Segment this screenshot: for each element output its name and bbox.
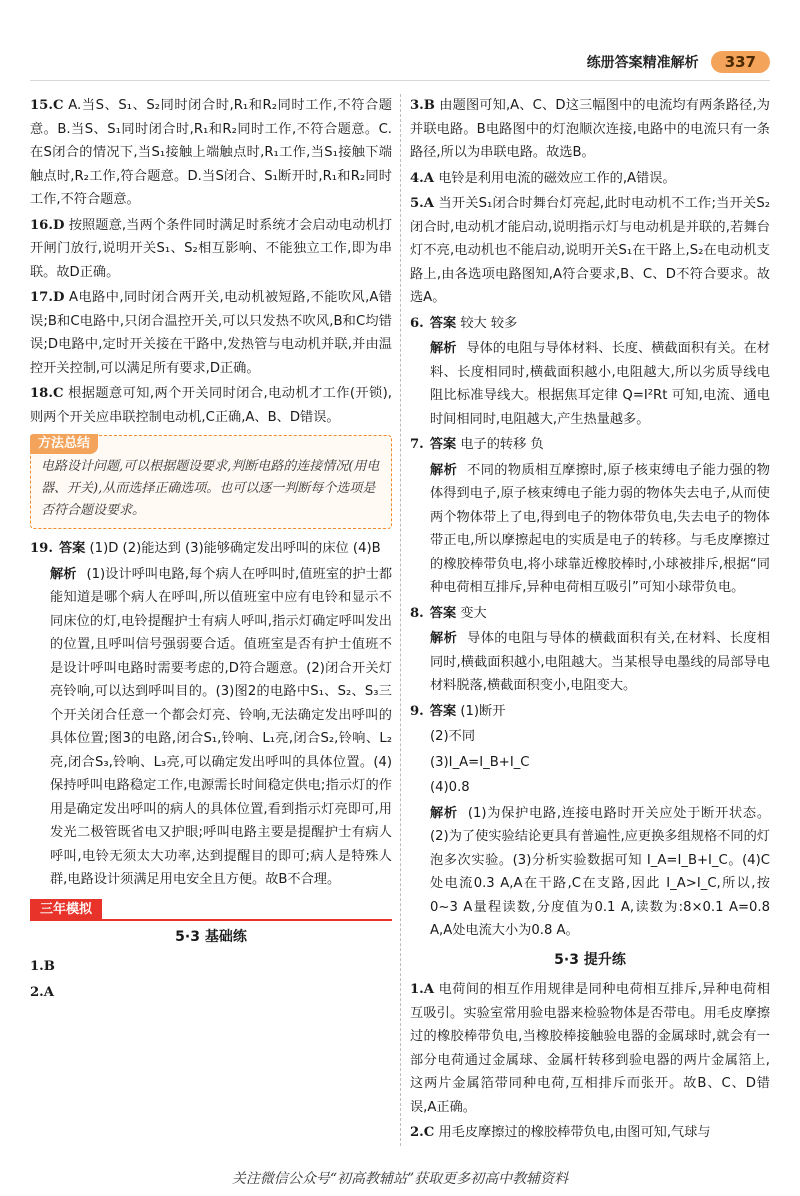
section-title: 三年模拟 — [30, 899, 102, 921]
analysis-19: 解析 (1)设计呼叫电路,每个病人在呼叫时,值班室的护士都能知道是哪个病人在呼叫,所以值班室中应有电铃和显示不同床位的灯,电铃提醒护士有病人呼叫,指示灯确定呼叫发出的位置,且呼叫信号强弱要合适。值班室是否有护士值班不是设计呼叫电路时需要考虑的,D符合题意。(2)闭合开关灯亮铃响,可以达到呼叫目的。(3)图2的电路中S₁、S₂、S₃三个开关闭合任意一个都会灯亮、铃响,无法确定发出呼叫的具体位置;图3的电路,闭合S₁,铃响、L₁亮,闭合S₂,铃响、L₂亮,闭合S₃,铃响、L₃亮,可以确定发出呼叫的具体位置。(4)保持呼叫电路稳定工作,电源需长时间稳定供电;指示灯的作用是确定发出呼叫的病人的具体位置,看到指示灯亮即可,用发光二极管既省电又护眼;呼叫电路主要是提醒护士有病人呼叫,电铃无须太大功率,达到提醒目的即可;病人是特殊人群,电路设计须满足用电安全且方便。故B不合理。 — [50, 566, 393, 887]
method-summary-text: 电路设计问题,可以根据题设要求,判断电路的连接情况(用电器、开关),从而选择正确选项。也可以逐一判断每个选项是否符合题设要求。 — [41, 459, 380, 518]
answer-item-9: 9. 答案 (1)断开 — [410, 703, 506, 719]
answer-item: 5.A 当开关S₁闭合时舞台灯亮起,此时电动机不工作;当开关S₂闭合时,电动机才能启动,说明指示灯与电动机是并联的,若舞台灯不亮,电动机也不能启动,说明开关S₁在干路上,S₂在电动机支路上,由各选项电路图知,A符合要求,B、C、D不符合要求。故选A。 — [410, 196, 770, 305]
answer-line: (4)0.8 — [430, 780, 470, 795]
short-answer: 1.B — [30, 959, 55, 974]
right-column — [410, 94, 770, 1147]
section-band — [30, 898, 392, 920]
page-header — [587, 48, 770, 76]
method-summary-box — [30, 435, 392, 529]
answer-item: 15.C A.当S、S₁、S₂同时闭合时,R₁和R₂同时工作,不符合题意。B.当S、S₁同时闭合时,R₁和R₂同时工作,不符合题意。C.在S闭合的情况下,当S₁接触上端触点时,R₁工作,当S₁接触下端触点时,R₂工作,符合题意。D.当S闭合、S₁断开时,R₁和R₂同时工作,不符合题意。 — [30, 98, 392, 207]
analysis-6: 解析 导体的电阻与导体材料、长度、横截面积有关。在材料、长度相同时,横截面积越小,电阻越大,所以劣质导线电阻比标准导线大。根据焦耳定律 Q=I²Rt 可知,电流、通电时间相同时,电阻越大,产生热量越多。 — [430, 341, 771, 427]
answer-item: 16.D 按照题意,当两个条件同时满足时系统才会启动电动机打开闸门放行,说明开关S₁、S₂相互影响、不能独立工作,即为串联。故D正确。 — [30, 217, 392, 280]
answer-item: 2.C 用毛皮摩擦过的橡胶棒带负电,由图可知,气球与 — [410, 1125, 711, 1140]
answer-item-7: 7. 答案 电子的转移 负 — [410, 437, 544, 452]
subsection-title: 5·3 提升练 — [554, 951, 626, 968]
answer-line: (3)I_A=I_B+I_C — [430, 754, 530, 770]
analysis-8: 解析 导体的电阻与导体的横截面积有关,在材料、长度相同时,横截面积越小,电阻越大。当某根导电墨线的局部导电材料脱落,横截面积变小,电阻变大。 — [430, 631, 770, 693]
answer-item: 3.B 由题图可知,A、C、D这三幅图中的电流均有两条路径,为并联电路。B电路图中的灯泡顺次连接,电路中的电流只有一条路径,所以为串联电路。故选B。 — [410, 98, 770, 160]
answer-item-8: 8. 答案 变大 — [410, 605, 487, 621]
section-line — [30, 919, 392, 921]
page-number: 337 — [711, 51, 770, 73]
answer-item: 4.A 电铃是利用电流的磁效应工作的,A错误。 — [410, 170, 676, 186]
left-column — [30, 94, 392, 1006]
header-title: 练册答案精准解析 — [586, 55, 699, 71]
answer-item-19: 19. 答案 (1)D (2)能达到 (3)能够确定发出呼叫的床位 (4)B — [30, 541, 381, 556]
method-summary-tag: 方法总结 — [30, 434, 98, 454]
answer-item: 18.C 根据题意可知,两个开关同时闭合,电动机才工作(开锁),则两个开关应串联控制电动机,C正确,A、B、D错误。 — [30, 386, 392, 425]
answer-line: (2)不同 — [430, 729, 476, 744]
answer-item: 17.D A电路中,同时闭合两开关,电动机被短路,不能吹风,A错误;B和C电路中,只闭合温控开关,可以只发热不吹风,B和C均错误;D电路中,定时开关接在干路中,发热管与电动机并联,并由温控开关控制,可以满足所有要求,D正确。 — [30, 290, 392, 376]
analysis-7: 解析 不同的物质相互摩擦时,原子核束缚电子能力强的物体得到电子,原子核束缚电子能力弱的物体失去电子,从而使两个物体带上了电,得到电子的物体带负电,失去电子的物体带正电,所以摩擦起电的实质是电子的转移。与毛皮摩擦过的橡胶棒带负电,将小球靠近橡胶棒时,小球被排斥,根据“同种电荷相互排斥,异种电荷相互吸引”可知小球带负电。 — [430, 462, 770, 595]
analysis-9: 解析 (1)为保护电路,连接电路时开关应处于断开状态。(2)为了使实验结论更具有普遍性,应更换多组规格不同的灯泡多次实验。(3)分析实验数据可知 I_A=I_B+I_C。(4)C处电流0.3 A,A在干路,C在支路,因此 I_A>I_C,所以,按0~3 A量程读数,分度值为0.1 A,读数为:8×0.1 A=0.8 A,A处电流大小为0.8 A。 — [430, 805, 771, 938]
answer-item: 1.A 电荷间的相互作用规律是同种电荷相互排斥,异种电荷相互吸引。实验室常用验电器来检验物体是否带电。用毛皮摩擦过的橡胶棒带负电,当橡胶棒接触验电器的金属球时,就会有一部分电荷通过金属球、金属杆转移到验电器的两片金属箔上,这两片金属箔带同种电荷,互相排斥而张开。故B、C、D错误,A正确。 — [410, 982, 770, 1115]
column-divider — [400, 94, 401, 1146]
answer-item-6: 6. 答案 较大 较多 — [410, 315, 518, 331]
subsection-title: 5·3 基础练 — [175, 928, 247, 945]
short-answer: 2.A — [30, 984, 54, 1000]
footer-note: 关注微信公众号“初高教辅站”获取更多初高中教辅资料 — [231, 1171, 569, 1187]
header-rule — [30, 80, 770, 81]
